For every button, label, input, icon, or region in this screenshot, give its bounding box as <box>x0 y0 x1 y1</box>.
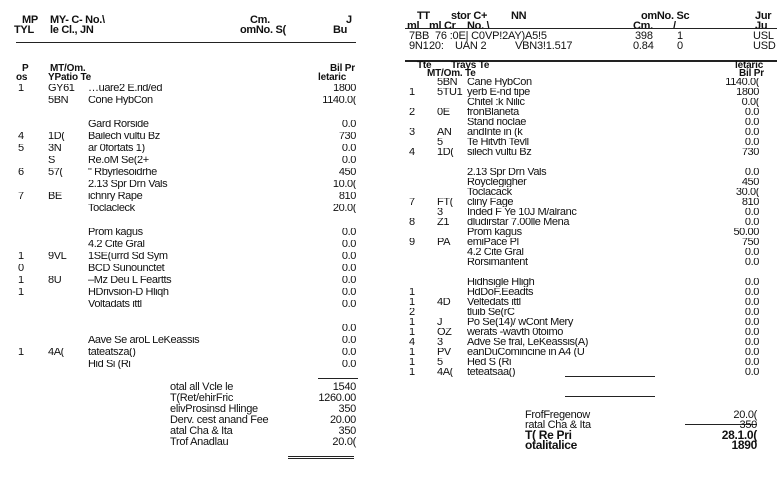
item-description: Bailech vultu Bz <box>88 132 160 141</box>
item-number: 7 <box>18 192 24 201</box>
item-description: Toclacleck <box>88 204 135 213</box>
item-code: OZ <box>437 328 452 337</box>
item-number: 2 <box>409 308 415 317</box>
header-label: Bu <box>333 24 348 36</box>
header-label: omNo. Sc <box>641 10 690 22</box>
line-item-row <box>18 108 356 117</box>
item-amount: 0.0 <box>341 228 356 237</box>
line-item-row <box>407 118 759 127</box>
item-description: werats -wavth 0toimo <box>467 328 563 337</box>
item-description: yerb E-nd tipe <box>467 88 530 97</box>
item-amount: 0.0( <box>741 98 759 107</box>
line-item-row <box>18 132 356 141</box>
item-number: 0 <box>18 264 24 273</box>
item-code: 4A( <box>437 368 453 377</box>
total-row <box>170 415 356 425</box>
item-description: silech vultu Bz <box>467 148 532 157</box>
header-label: MY- C- No.\ <box>50 14 105 26</box>
item-code: 9VL <box>48 252 67 261</box>
item-number: 9 <box>409 238 415 247</box>
column-header: letaric <box>318 72 347 83</box>
item-code: 5TU1 <box>437 88 463 97</box>
item-description: Voltadats ittl <box>88 300 142 309</box>
line-item-row <box>18 252 356 261</box>
item-number: 1 <box>409 288 415 297</box>
item-description: Hidhsigle Hligh <box>467 278 535 287</box>
item-amount: 0.0 <box>341 348 356 357</box>
item-number: 1 <box>409 328 415 337</box>
line-item-row <box>18 228 356 237</box>
line-item-row <box>407 288 759 297</box>
header-value: 1 <box>677 30 683 42</box>
item-code: GY61 <box>48 84 75 93</box>
item-description: HdDoF.Eeadts <box>467 288 534 297</box>
item-code: 5BN <box>437 78 458 87</box>
subtotal-rule <box>565 396 655 397</box>
line-item-row <box>18 264 356 273</box>
item-amount: 810 <box>338 192 356 201</box>
line-item-row <box>18 168 356 177</box>
item-number: 8 <box>409 218 415 227</box>
total-label: elivProsinsd Hlinge <box>170 403 258 415</box>
item-description: tluib Se(rC <box>467 308 515 317</box>
invoice-page-left <box>0 0 372 480</box>
item-description: tateatsza() <box>88 348 136 357</box>
item-amount: 0.0 <box>341 144 356 153</box>
item-code: 5 <box>437 358 443 367</box>
item-amount: 0.0 <box>744 328 759 337</box>
item-description: Inded F Ye 10J M/alranc <box>467 208 577 217</box>
item-description: Rorsimanfent <box>467 258 528 267</box>
line-item-row <box>407 238 759 247</box>
line-item-row <box>407 128 759 137</box>
header-value: UAN 2 <box>455 40 487 52</box>
item-number: 6 <box>18 168 24 177</box>
header-value: 9N1 <box>409 40 429 52</box>
item-amount: 0.0 <box>744 278 759 287</box>
total-amount: 1540 <box>332 381 356 393</box>
total-label: otalitalice <box>525 438 578 452</box>
total-amount: 20.0( <box>332 436 356 448</box>
item-amount: 0.0 <box>341 240 356 249</box>
item-description: 4.2 Cite Gral <box>467 248 524 257</box>
item-description: Re.oM Se(2+ <box>88 156 149 165</box>
header-divider <box>16 42 356 43</box>
line-item-row <box>407 248 759 257</box>
header-value: VBN3!1.517 <box>515 40 573 52</box>
header-value: USL <box>753 30 774 42</box>
item-description: Po Se(14)/ wCont Mery <box>467 318 573 327</box>
item-code: FT( <box>437 198 453 207</box>
line-item-row <box>407 328 759 337</box>
item-number: 4 <box>409 338 415 347</box>
item-number: 1 <box>18 84 24 93</box>
line-item-row <box>18 216 356 225</box>
total-amount: 1890 <box>731 438 757 452</box>
line-item-row <box>407 228 759 237</box>
line-item-row <box>18 204 356 213</box>
total-row <box>170 393 356 403</box>
item-amount: 0.0 <box>744 168 759 177</box>
column-header: YPatio Te <box>48 72 92 83</box>
item-amount: 0.0 <box>341 324 356 333</box>
item-amount: 0.0 <box>744 208 759 217</box>
line-item-row <box>18 84 356 93</box>
item-description: 2.13 Spr Drn Vals <box>467 168 547 177</box>
line-item-row <box>407 298 759 307</box>
item-description: Chitel :k Nilic <box>467 98 525 107</box>
item-amount: 450 <box>741 178 759 187</box>
item-description: eanDuComincine in A4 (U <box>467 348 585 357</box>
line-item-row <box>18 96 356 105</box>
item-amount: 0.0 <box>744 108 759 117</box>
line-item-row <box>18 180 356 189</box>
item-code: 3 <box>437 338 443 347</box>
header-label: NN <box>511 10 527 22</box>
total-label: T( Re Pri <box>525 428 572 442</box>
item-amount: 0.0 <box>341 336 356 345</box>
line-item-row <box>407 178 759 187</box>
column-header: os <box>16 72 28 83</box>
item-number: 4 <box>18 132 24 141</box>
item-amount: 730 <box>741 148 759 157</box>
item-description: Royclegigher <box>467 178 527 187</box>
line-item-row <box>18 192 356 201</box>
item-description: Hed S (Ri <box>467 358 512 367</box>
line-item-row <box>407 348 759 357</box>
item-amount: 810 <box>741 198 759 207</box>
item-amount: 0.0 <box>744 308 759 317</box>
item-amount: 0.0 <box>744 128 759 137</box>
item-code: BE <box>48 192 62 201</box>
item-code: 0E <box>437 108 450 117</box>
item-number: 1 <box>18 276 24 285</box>
item-description: Adve Se fral, LeKeassis(A) <box>467 338 589 347</box>
header-label: stor C+ <box>451 10 488 22</box>
column-header: MT/Om. Te <box>427 68 476 79</box>
item-code: 5 <box>437 138 443 147</box>
item-amount: 0.0 <box>341 360 356 369</box>
line-item-row <box>18 348 356 357</box>
header-label: Jur <box>755 10 772 22</box>
header-value: 76 :0E| C0 <box>435 30 485 42</box>
header-label: Ju <box>755 20 768 32</box>
total-row <box>170 437 356 447</box>
line-item-row <box>18 240 356 249</box>
grand-total-rule <box>288 456 354 459</box>
total-amount: 20.00 <box>329 414 356 426</box>
item-code: J <box>437 318 443 327</box>
header-value: 398 <box>635 30 653 42</box>
item-amount: 0.0 <box>744 338 759 347</box>
item-code: 8U <box>48 276 62 285</box>
header-label: No. \ <box>467 20 490 32</box>
line-item-row <box>18 156 356 165</box>
item-amount: 1140.0( <box>725 78 759 87</box>
item-amount: 0.0 <box>341 156 356 165</box>
item-amount: 0.0 <box>341 264 356 273</box>
header-divider <box>405 28 777 29</box>
header-label: MP <box>22 14 38 26</box>
item-amount: 1800 <box>333 84 356 93</box>
item-number: 1 <box>409 348 415 357</box>
line-item-row <box>407 268 759 277</box>
item-description: Gard Rorside <box>88 120 149 129</box>
item-amount: 0.0 <box>744 258 759 267</box>
line-item-row <box>407 148 759 157</box>
line-item-row <box>407 208 759 217</box>
header-value: VP!2AY)A5!5 <box>485 30 547 42</box>
item-number: 1 <box>18 288 24 297</box>
item-description: Cane HybCon <box>467 78 532 87</box>
total-amount: 350 <box>338 403 356 415</box>
total-amount: 350 <box>338 425 356 437</box>
item-amount: 10.0( <box>332 180 356 189</box>
line-item-row <box>407 308 759 317</box>
total-amount: 1260.00 <box>318 392 356 404</box>
item-amount: 0.0 <box>744 368 759 377</box>
line-item-row <box>407 88 759 97</box>
item-description: Aave Se aroL LeKeassis <box>88 336 200 345</box>
item-code: PV <box>437 348 451 357</box>
line-item-row <box>407 358 759 367</box>
header-label: omNo. S( <box>240 24 286 36</box>
line-item-row <box>18 120 356 129</box>
item-description: " Rbyrlesoidrhe <box>88 168 157 177</box>
item-description: Stand rioclae <box>467 118 527 127</box>
header-label: Cm. <box>250 14 270 26</box>
item-amount: 450 <box>338 168 356 177</box>
item-number: 1 <box>409 88 415 97</box>
header-value: 7BB <box>409 30 430 42</box>
item-number: 7 <box>409 198 415 207</box>
item-amount: 50.00 <box>733 228 759 237</box>
item-code: 3 <box>437 208 443 217</box>
line-item-row <box>407 278 759 287</box>
item-code: 4D <box>437 298 451 307</box>
column-header: Tte <box>417 60 432 71</box>
header-value: 20: <box>429 40 444 52</box>
item-code: Z1 <box>437 218 450 227</box>
item-number: 1 <box>18 252 24 261</box>
item-description: teteatsaa() <box>467 368 516 377</box>
line-item-row <box>407 78 759 87</box>
total-row <box>170 426 356 436</box>
header-label: / <box>673 20 676 32</box>
item-description: Prom kagus <box>88 228 143 237</box>
line-item-row <box>407 98 759 107</box>
total-amount: 28.1.0( <box>721 428 757 442</box>
total-label: ratal Cha & Ita <box>525 419 591 431</box>
header-label: ml <box>407 20 420 32</box>
item-description: ar 0fortats 1) <box>88 144 145 153</box>
header-value: USD <box>753 40 776 52</box>
item-amount: 0.0 <box>341 120 356 129</box>
item-description: Toclacack <box>467 188 512 197</box>
item-amount: 0.0 <box>744 298 759 307</box>
line-item-row <box>407 258 759 267</box>
item-code: PA <box>437 238 451 247</box>
line-item-row <box>407 158 759 167</box>
line-item-row <box>18 336 356 345</box>
column-header: Bil Pr <box>330 63 355 74</box>
total-amount: 20.0( <box>733 409 757 421</box>
total-label: FrofFregenow <box>525 409 590 421</box>
item-code: 1D( <box>48 132 65 141</box>
line-item-row <box>18 276 356 285</box>
item-description: Te Hitvth Tevll <box>467 138 529 147</box>
item-amount: 0.0 <box>744 248 759 257</box>
line-item-row <box>407 318 759 327</box>
item-description: 4.2 Cite Gral <box>88 240 145 249</box>
item-number: 3 <box>409 128 415 137</box>
line-item-row <box>18 300 356 309</box>
header-label: Cm. <box>633 20 653 32</box>
item-amount: 750 <box>741 238 759 247</box>
item-description: 1SE(urrd Sd Sym <box>88 252 168 261</box>
item-description: HDrivsion-D Hliqh <box>88 288 169 297</box>
item-description: dludirstar 7.00lle Mena <box>467 218 570 227</box>
total-label: Trof Anadlau <box>170 436 229 448</box>
item-amount: 1800 <box>736 88 759 97</box>
header-value: 0.84 <box>633 40 654 52</box>
header-label: TYL <box>14 24 34 36</box>
item-code: 3N <box>48 144 62 153</box>
column-header: letaric <box>735 60 764 71</box>
item-description: andInte in (k <box>467 128 523 137</box>
header-label: TT <box>417 10 430 22</box>
item-amount: 0.0 <box>744 218 759 227</box>
total-row <box>525 440 757 450</box>
item-amount: 730 <box>338 132 356 141</box>
item-amount: 0.0 <box>744 358 759 367</box>
total-label: otal all Vcle le <box>170 381 234 393</box>
item-code: AN <box>437 128 452 137</box>
item-number: 1 <box>409 368 415 377</box>
line-item-row <box>18 360 356 369</box>
item-amount: 0.0 <box>744 138 759 147</box>
item-amount: 0.0 <box>744 118 759 127</box>
item-number: 1 <box>18 348 24 357</box>
item-amount: 20.0( <box>332 204 356 213</box>
column-header: Bil Pr <box>739 68 764 79</box>
item-description: emiPace Pl <box>467 238 519 247</box>
column-header: MT/Om. <box>50 63 86 74</box>
item-description: cliny Fage <box>467 198 514 207</box>
item-amount: 0.0 <box>341 300 356 309</box>
item-description: Prom kagus <box>467 228 522 237</box>
item-number: 5 <box>18 144 24 153</box>
line-item-row <box>407 218 759 227</box>
item-amount: 30.0( <box>735 188 759 197</box>
item-amount: 0.0 <box>341 276 356 285</box>
item-description: 2.13 Spr Drn Vals <box>88 180 168 189</box>
total-label: T(Ret/ehirFric <box>170 392 234 404</box>
item-number: 2 <box>409 108 415 117</box>
item-description: –Mz Deu L Feartts <box>88 276 172 285</box>
item-code: 4A( <box>48 348 64 357</box>
subtotal-rule <box>565 376 655 377</box>
total-row <box>170 404 356 414</box>
total-amount: 350 <box>739 419 757 431</box>
line-item-row <box>407 108 759 117</box>
item-description: Veltedats ittl <box>467 298 521 307</box>
item-description: Hid Si (Ri <box>88 360 131 369</box>
header-value: 0 <box>677 40 683 52</box>
item-code: 57( <box>48 168 63 177</box>
item-amount: 0.0 <box>744 348 759 357</box>
line-item-row <box>18 324 356 333</box>
line-item-row <box>18 312 356 321</box>
total-row <box>170 382 356 392</box>
item-amount: 0.0 <box>341 252 356 261</box>
line-item-row <box>407 138 759 147</box>
column-header: Trays Te <box>451 60 490 71</box>
total-label: atal Cha & Ita <box>170 425 233 437</box>
line-item-row <box>407 188 759 197</box>
item-description: Cone HybCon <box>88 96 153 105</box>
line-item-row <box>18 288 356 297</box>
item-number: 1 <box>409 298 415 307</box>
item-code: 1D( <box>437 148 454 157</box>
line-item-row <box>18 144 356 153</box>
line-item-row <box>407 198 759 207</box>
item-amount: 0.0 <box>341 288 356 297</box>
item-number: 1 <box>409 358 415 367</box>
line-item-row <box>407 168 759 177</box>
invoice-page-right <box>405 0 777 480</box>
item-number: 1 <box>409 318 415 327</box>
total-rule <box>318 378 358 379</box>
item-description: …uare2 E.rid/ed <box>88 84 163 93</box>
total-label: Derv. cest anand Fee <box>170 414 269 426</box>
item-code: S <box>48 156 55 165</box>
column-header: P <box>22 63 29 74</box>
item-amount: 1140.0( <box>322 96 356 105</box>
item-amount: 0.0 <box>744 288 759 297</box>
item-description: ichnry Rape <box>88 192 143 201</box>
item-description: BCD Sunounctet <box>88 264 165 273</box>
header-label: ml Cr <box>429 20 456 32</box>
line-item-row <box>407 338 759 347</box>
item-amount: 0.0 <box>744 318 759 327</box>
item-code: 5BN <box>48 96 69 105</box>
item-number: 4 <box>409 148 415 157</box>
header-label: J <box>346 14 352 26</box>
header-label: le Cl., JN <box>50 24 94 36</box>
item-description: fronBlaneta <box>467 108 519 117</box>
